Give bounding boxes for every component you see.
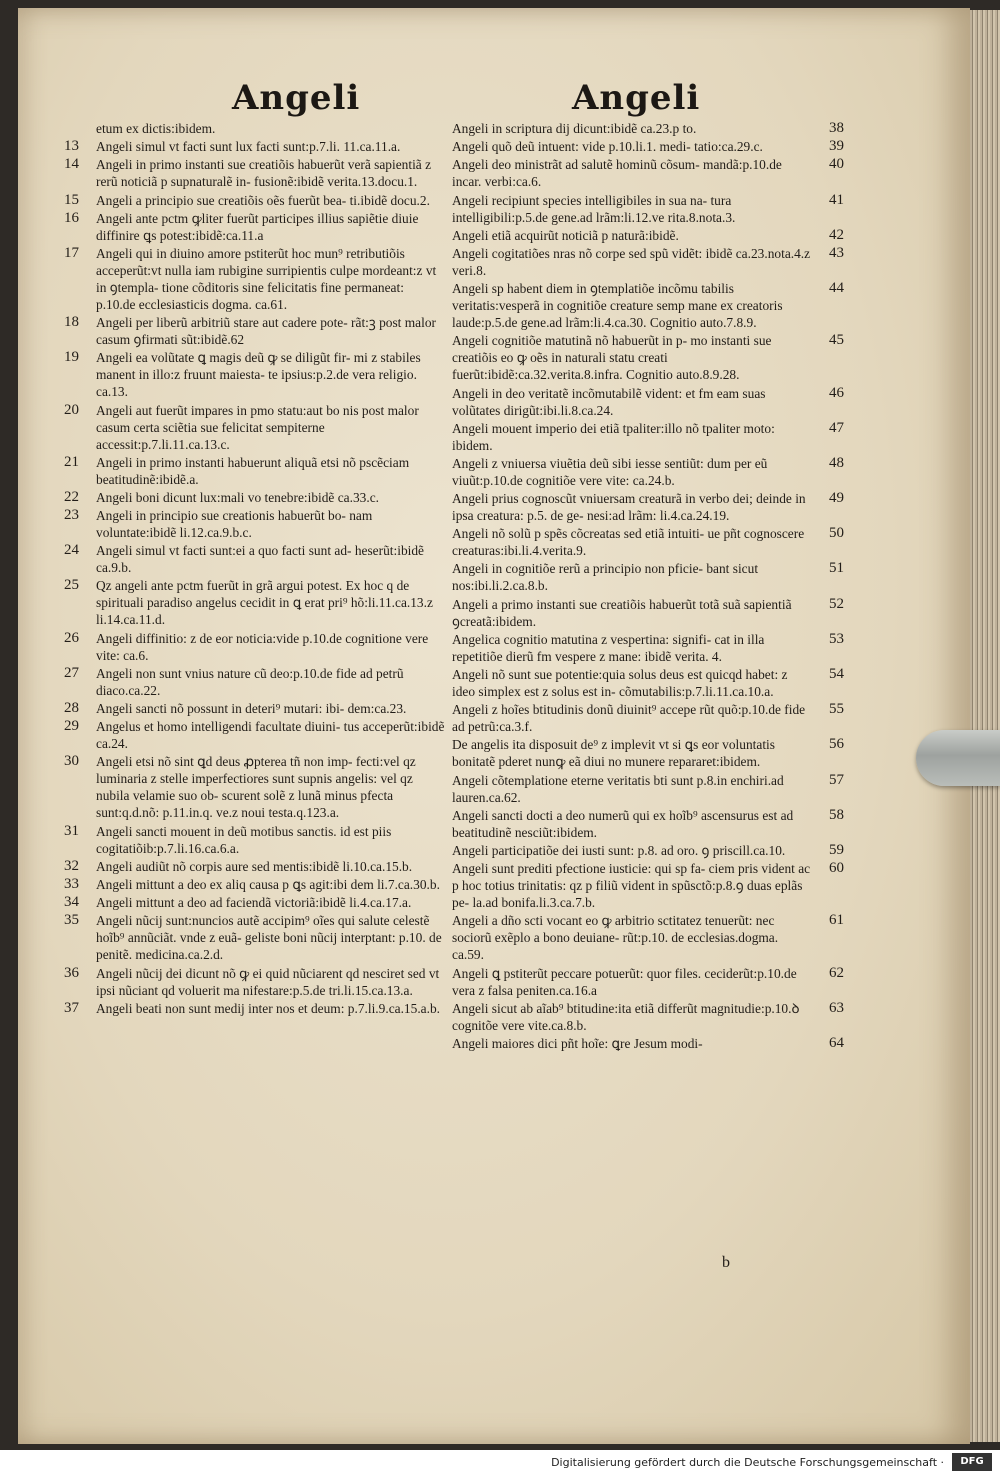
entry-number: 62 [829,964,844,981]
entry-number: 23 [64,507,79,524]
entry-text: Angeli quõ deũ intuent: vide p.10.li.1. medi- tatio:ca.29.c. [452,139,763,155]
entry-number: 35 [64,912,79,929]
index-entry [64,822,445,857]
entry-number: 45 [829,332,844,349]
dfg-logo: DFG [952,1453,992,1471]
entry-text: Angeli sunt prediti pfectione iusticie: qui sp fa- ciem pris vident ac p hoc totius trinitatis: qz p filiũ vident in spũsctõ:p.8.ꝯ duas eplãs pe- la.ad bonifa.li.3.ca.7.b. [452,861,811,911]
index-entry [452,191,844,226]
entry-text: De angelis ita disposuit de⁹ z implevit vt si ꝗs eor voluntatis bonitatẽ pderet nunꝙ eã diui no munere repararet:ibidem. [452,737,775,770]
entry-text: Angeli mittunt a deo ex aliq causa p ꝗs agit:ibi dem li.7.ca.30.b. [96,876,440,892]
entry-text: etum ex dictis:ibidem. [96,121,216,136]
index-entry [452,332,844,383]
entry-number: 58 [829,806,844,823]
index-entry [64,488,445,506]
entry-text: Angeli sancti nõ possunt in deteri⁹ mutari: ibi- dem:ca.23. [96,701,407,716]
index-entry [452,454,844,489]
index-entry [64,718,445,752]
left-column [64,120,445,1018]
entry-number: 48 [829,454,844,471]
entry-number: 36 [64,964,79,981]
entry-number: 34 [64,894,79,911]
entry-number: 54 [829,666,844,682]
index-entry [452,630,844,665]
entry-number: 43 [829,244,844,261]
index-entry [452,490,844,524]
entry-text: Angeli deo ministrãt ad salutẽ hominũ cõsum- mandã:p.10.de incar. verbi:ca.6. [452,157,782,190]
entry-number: 30 [64,753,79,770]
index-entry [64,191,445,209]
running-head-left: Angeli [232,78,361,118]
entry-number: 60 [829,860,844,877]
entry-text: Angeli a principio sue creatiõis oẽs fuerũt bea- ti.ibidẽ docu.2. [96,192,430,208]
entry-number: 18 [64,314,79,331]
index-entry [452,595,844,630]
entry-text: Angeli in primo instanti habuerunt aliquã etsi nõ pscẽciam beatitudinẽ:ibidẽ.a. [96,454,410,487]
entry-number: 57 [829,771,844,788]
index-entry [64,577,445,628]
index-entry [452,419,844,454]
entry-text: Angeli participatiõe dei iusti sunt: p.8. ad oro. ꝯ priscill.ca.10. [452,842,786,858]
entry-number: 39 [829,138,844,155]
index-entry [452,560,844,594]
entry-number: 22 [64,488,79,505]
index-entry [64,875,445,893]
entry-number: 44 [829,280,844,297]
entry-number: 52 [829,595,844,612]
entry-number: 37 [64,999,79,1016]
index-entry [452,964,844,999]
entry-text: Angeli maiores dici pñt hoĩe: ꝗre Jesum modi- [452,1035,703,1051]
index-entry [452,841,844,859]
index-entry [452,226,844,244]
entry-text: Angeli in deo veritatẽ incõmutabilẽ vident: et fm eam suas volũtates dirigũt:ibi.li.8.ca.24. [452,385,766,418]
entry-number: 63 [829,999,844,1016]
signature-mark: b [722,1254,730,1271]
entry-number: 21 [64,453,79,470]
index-entry [64,964,445,999]
entry-text: Angeli sicut ab aĩab⁹ btitudine:ita etiã differũt magnitudie:p.10.ꝺ cognitõe vere vite.ca.8.b. [452,1000,800,1033]
index-entry [64,209,445,244]
entry-number: 24 [64,542,79,559]
entry-text: Angeli prius cognoscũt vniuersam creaturã in verbo dei; deinde in ipsa creatura: p.5. de ge- nesi:ad lrãm: li.4.ca.24.19. [452,491,806,524]
entry-number: 38 [829,120,844,136]
index-entry [452,1034,844,1052]
index-entry [64,314,445,348]
entry-number: 26 [64,629,79,646]
index-entry [452,280,844,331]
index-entry [452,120,844,137]
index-entry [64,999,445,1017]
entry-text: Angeli simul vt facti sunt:ei a quo facti sunt ad- heserũt:ibidẽ ca.9.b. [96,543,424,576]
entry-text: Angeli ea volũtate ꝗ magis deũ ꝙ se diligũt fir- mi z stabiles manent in illo:z fruunt maiesta- te ipsius:p.2.de vera religio. ca.13. [96,350,421,400]
entry-text: Angeli in cognitiõe rerũ a principio non pficie- bant sicut nos:ibi.li.2.ca.8.b. [452,561,759,594]
index-entry [64,138,445,155]
index-entry [64,894,445,911]
index-entry [452,244,844,279]
entry-text: Angeli cognitiõe matutinã nõ habuerũt in p- mo instanti sue creatiõis eo ꝙ oẽs in naturali statu creati fuerũt:ibidẽ:ca.32.verita.8.infra. Cognitio auto.8.9.28. [452,333,772,383]
entry-number: 53 [829,630,844,647]
entry-text: Angeli in scriptura dij dicunt:ibidẽ ca.23.p to. [452,121,697,136]
index-entry [64,507,445,541]
entry-text: Angeli qui in diuino amore pstiterũt hoc mun⁹ retributiõis acceperũt:vt nulla iam rubigine surripientis culpe mordeant:z vt in ꝯtempla- tione cõditoris sine felicitatis fine permaneat: p.10.de ecclesiasticis dogma. ca.61. [96,245,437,312]
entry-number: 51 [829,560,844,577]
entry-text: Angeli ante pctm ꝙliter fuerũt participes illius sapiẽtie diuie diffinire ꝗs potest:ibidẽ:ca.11.a [96,210,419,243]
entry-text: Angeli cogitatiões nras nõ corpe sed spũ vidẽt: ibidẽ ca.23.nota.4.z veri.8. [452,245,811,278]
index-entry [452,138,844,155]
entry-number: 14 [64,156,79,173]
entry-text: Angeli etiã acquirũt noticiã p naturã:ibidẽ. [452,227,679,243]
entry-text: Angeli a dño scti vocant eo ꝙ arbitrio sctitatez tenuerũt: nec sociorũ exẽplo a bono deuiane- rũt:p.10. de ecclesias.dogma. ca.59. [452,913,779,963]
index-entry [64,700,445,717]
entry-text: Angeli boni dicunt lux:mali vo tenebre:ibidẽ ca.33.c. [96,489,379,505]
entry-text: Angeli recipiunt species intelligibiles in sua na- tura intelligibili:p.5.de gene.ad lrãm:li.12.ve rita.8.nota.3. [452,192,736,225]
index-entry [452,701,844,735]
entry-text: Qz angeli ante pctm fuerũt in grã argui potest. Ex hoc q de spirituali paradiso angelus cecidit in ꝗ erat pri⁹ hõ:li.11.ca.13.z li.14.ca.11.d. [96,578,433,628]
entry-text: Angeli nõ sunt sue potentie:quia solus deus est quicqd habet: z ideo simplex est z solus est in- cõmutabilis:p.7.li.11.ca.10.a. [452,667,788,699]
index-entry [452,999,844,1034]
index-entry [452,156,844,190]
index-entry [452,912,844,963]
index-entry [452,806,844,841]
index-entry [452,771,844,806]
index-entry [452,736,844,770]
entry-number: 13 [64,138,79,155]
entry-number: 16 [64,209,79,226]
index-entry [64,453,445,488]
entry-number: 19 [64,349,79,366]
entry-number: 42 [829,226,844,243]
index-entry [64,753,445,821]
entry-text: Angeli mouent imperio dei etiã tpaliter:illo nõ tpaliter moto: ibidem. [452,420,775,453]
entry-text: Angelica cognitio matutina z vespertina: signifi- cat in illa repetitiõe dierũ fm vespere z mane: ibidẽ verita. 4. [452,631,765,664]
entry-number: 50 [829,525,844,542]
entry-text: Angeli nũcij dei dicunt nõ ꝙ ei quid nũciarent qd nesciret sed vt ipsi nũciant qd voluerit ma nifestare:p.5.de tri.li.15.ca.13.a. [96,965,440,998]
entry-number: 25 [64,577,79,594]
entry-number: 61 [829,912,844,929]
index-entry [452,525,844,559]
index-entry [64,401,445,453]
entry-text: Angeli etsi nõ sint ꝗd deus ꝓpterea tñ non imp- fecti:vel qz luminaria z stelle imperfectiores sunt supnis angelis: vel qz nubila velamie suo ob- scurent solẽ z lunã minus pfecta sunt:q.d.nõ: p.11.in.q. ve.z noui testa.q.123.a. [96,754,416,821]
entry-number: 55 [829,701,844,718]
index-entry [452,666,844,700]
right-column [452,120,844,1053]
entry-text: Angeli diffinitio: z de eor noticia:vide p.10.de cognitione vere vite: ca.6. [96,630,429,663]
entry-number: 27 [64,664,79,681]
entry-number: 40 [829,156,844,173]
entry-number: 56 [829,736,844,753]
entry-text: Angeli in principio sue creationis habuerũt bo- nam voluntate:ibidẽ li.12.ca.9.b.c. [96,508,373,541]
entry-text: Angeli z vniuersa viuẽtia deũ sibi iesse sentiũt: dum per eũ viuũt:p.10.de cognitiõe vere vite: ca.24.b. [452,455,768,488]
index-entry [64,629,445,664]
running-head-right: Angeli [572,78,701,118]
entry-number: 59 [829,841,844,858]
entry-text: Angeli sp habent diem in ꝯtemplatiõe incõmu tabilis veritatis:vesperã in cognitiõe creature semp mane ex creatoris laude:p.5.de gene.ad lrãm:li.4.ca.30. Cognitio auto.7.8.9. [452,281,783,331]
entry-text: Angeli sancti mouent in deũ motibus sanctis. id est piis cogitatiõib:p.7.li.16.ca.6.a. [96,823,392,856]
index-entry [64,156,445,190]
entry-number: 15 [64,191,79,208]
entry-text: Angeli per liberũ arbitriũ stare aut cadere pote- rãt:ꝫ post malor casum ꝯfirmati sũt:ibidẽ.62 [96,315,436,348]
index-entry [64,664,445,699]
index-entry [64,857,445,875]
entry-text: Angeli non sunt vnius nature cũ deo:p.10.de fide ad petrũ diaco.ca.22. [96,665,404,698]
index-entry [64,542,445,576]
index-entry [64,244,445,313]
entry-number: 46 [829,384,844,401]
entry-text: Angeli beati non sunt medij inter nos et deum: p.7.li.9.ca.15.a.b. [96,1000,440,1016]
entry-number: 29 [64,718,79,735]
entry-text: Angeli aut fuerũt impares in pmo statu:aut bo nis post malor casum certa sciẽtia sue felicitat sempiterne accessit:p.7.li.11.ca.13.c. [96,402,419,452]
entry-number: 31 [64,822,79,839]
entry-text: Angeli z hoĩes btitudinis donũ diuinit⁹ accepe rũt quõ:p.10.de fide ad petrũ:ca.3.f. [452,702,806,735]
entry-text: Angeli in primo instanti sue creatiõis habuerũt verã sapientiã z rerũ noticiã p supnaturalẽ in- fusionẽ:ibidẽ verita.13.docu.1. [96,157,432,190]
entry-text: Angeli a primo instanti sue creatiõis habuerũt totã suã sapientiã ꝯcreatã:ibidem. [452,596,792,629]
index-entry [80,120,445,137]
entry-number: 41 [829,191,844,208]
entry-text: Angeli ꝗ pstiterũt peccare potuerũt: quor files. ceciderũt:p.10.de vera z falsa peniten.ca.16.a [452,965,797,998]
entry-text: Angeli audiũt nõ corpis aure sed mentis:ibidẽ li.10.ca.15.b. [96,858,413,874]
entry-text: Angeli sancti docti a deo numerũ qui ex hoĩb⁹ ascensurus est ad beatitudinẽ nesciũt:ibidem. [452,807,794,840]
entry-text: Angeli mittunt a deo ad faciendã victoriã:ibidẽ li.4.ca.17.a. [96,895,412,911]
entry-number: 64 [829,1034,844,1051]
entry-text: Angeli nõ solũ p spẽs cõcreatas sed etiã intuiti- ue pñt cognoscere creaturas:ibi.li.4.verita.9. [452,526,805,559]
footer-credit: Digitalisierung gefördert durch die Deutsche Forschungsgemeinschaft · [551,1456,944,1469]
entry-number: 49 [829,490,844,507]
index-entry [64,349,445,400]
entry-number: 20 [64,401,79,418]
entry-number: 47 [829,419,844,436]
entry-number: 17 [64,244,79,261]
index-entry [452,384,844,419]
entry-number: 28 [64,700,79,716]
entry-text: Angeli simul vt facti sunt lux facti sunt:p.7.li. 11.ca.11.a. [96,139,401,155]
entry-number: 33 [64,875,79,892]
entry-number: 32 [64,857,79,874]
entry-text: Angelus et homo intelligendi facultate diuini- tus acceperũt:ibidẽ ca.24. [96,719,445,752]
page-clip [916,730,1000,786]
entry-text: Angeli cõtemplatione eterne veritatis bti sunt p.8.in enchiri.ad lauren.ca.62. [452,772,784,805]
index-entry [452,860,844,911]
index-entry [64,912,445,963]
entry-text: Angeli nũcij sunt:nuncios autẽ accipim⁹ oĩes qui salute celestẽ hoĩb⁹ annũciãt. vnde z euã- geliste boni nũcij interptant: p.10. de penitẽ. medicina.ca.2.d. [96,913,442,963]
book-fore-edge [970,10,1000,1442]
